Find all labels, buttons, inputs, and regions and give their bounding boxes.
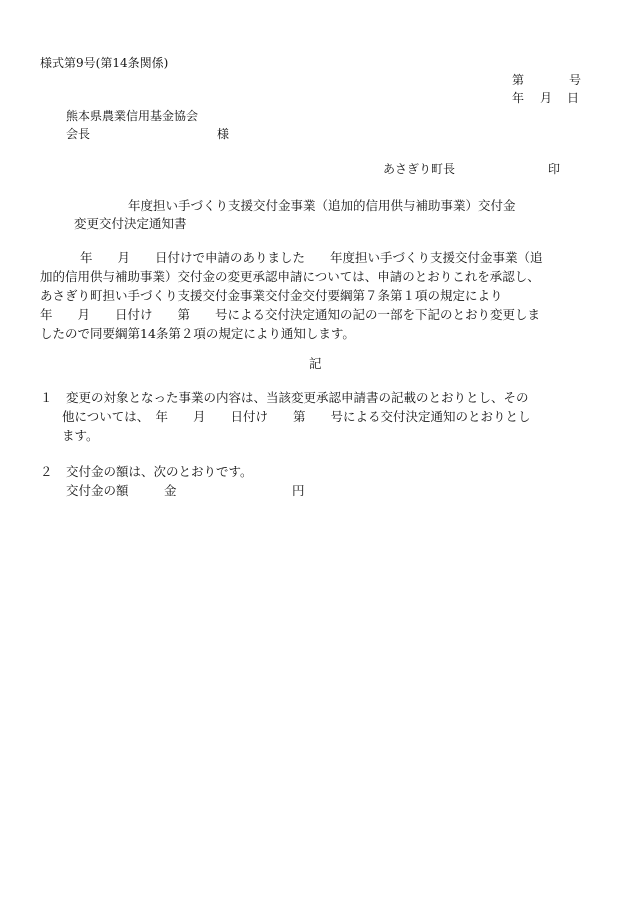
item-text: 変更の対象となった事業の内容は、当該変更承認申請書の記載のとおりとし、その xyxy=(66,390,529,405)
seal-mark: 印 xyxy=(548,162,561,176)
ki-heading: 記 xyxy=(309,356,322,371)
ref-dai: 第 xyxy=(512,73,525,87)
form-label: 様式第9号(第14条関係) xyxy=(40,56,169,70)
item-number: ２ xyxy=(40,464,53,479)
body-paragraph xyxy=(40,248,592,343)
item-text: 交付金の額は、次のとおりです。 xyxy=(66,464,253,479)
addressee-title: 会長 xyxy=(66,127,91,141)
addressee-org: 熊本県農業信用基金協会 xyxy=(66,109,199,123)
amount-yen: 円 xyxy=(292,483,305,498)
item-number: １ xyxy=(40,390,53,405)
amount-kin: 金 xyxy=(164,483,177,498)
body-line: 加的信用供与補助事業）交付金の変更承認申請については、申請のとおりこれを承認し、 xyxy=(40,269,540,284)
doc-title-line1: 年度担い手づくり支援交付金事業（追加的信用供与補助事業）交付金 xyxy=(128,198,516,213)
addressee-sama: 様 xyxy=(217,127,230,141)
list-item xyxy=(40,388,600,445)
item-text: ます。 xyxy=(62,428,99,443)
body-line: 年 月 日付け 第 号による交付決定通知の記の一部を下記のとおり変更しま xyxy=(40,307,541,322)
body-line: したので同要綱第14条第２項の規定により通知します。 xyxy=(40,326,355,341)
amount-row xyxy=(40,481,600,500)
item-text: 他については、 年 月 日付け 第 号による交付決定通知のとおりとし xyxy=(62,409,531,424)
ref-go: 号 xyxy=(569,73,582,87)
date-month: 月 xyxy=(540,91,553,105)
body-line: 年 月 日付けで申請のありました 年度担い手づくり支援交付金事業（追 xyxy=(80,250,543,265)
date-day: 日 xyxy=(567,91,580,105)
amount-label: 交付金の額 xyxy=(66,483,129,498)
body-line: あさぎり町担い手づくり支援交付金事業交付金交付要綱第７条第１項の規定により xyxy=(40,288,503,303)
doc-title-line2: 変更交付決定通知書 xyxy=(74,216,187,231)
sender-name: あさぎり町長 xyxy=(383,162,456,176)
list-item xyxy=(40,462,600,500)
date-year: 年 xyxy=(512,91,525,105)
